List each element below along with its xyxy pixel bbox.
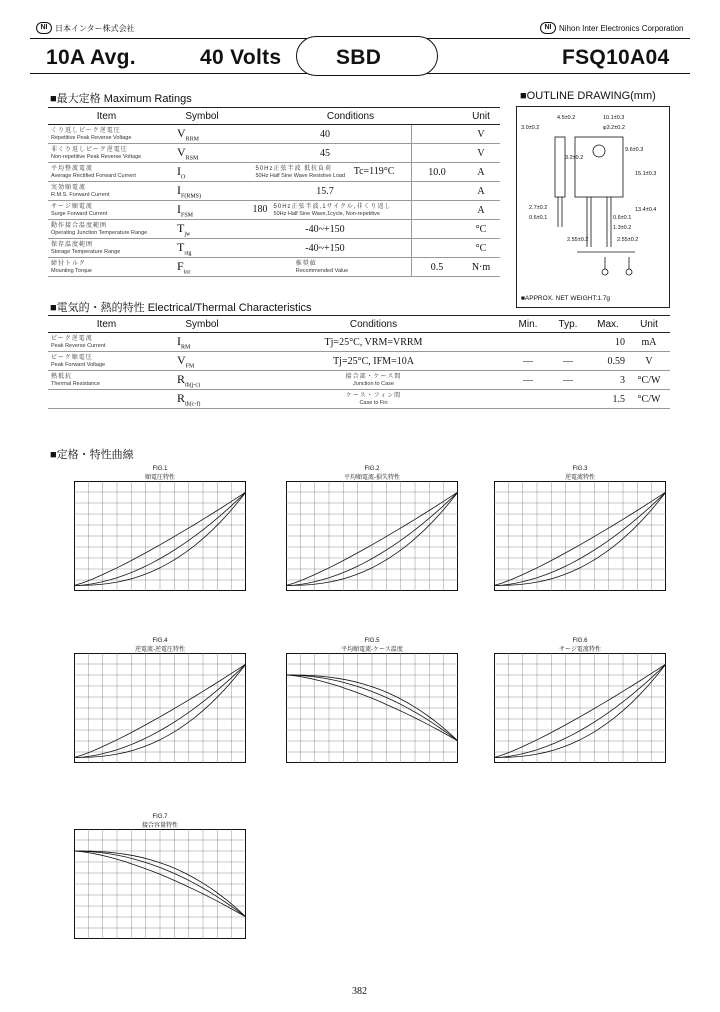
min-value: — bbox=[508, 371, 548, 390]
right-brand-text: Nihon Inter Electronics Corporation bbox=[559, 23, 684, 33]
unit: A bbox=[462, 182, 500, 201]
condition-value: -40~+150 bbox=[239, 239, 412, 258]
condition-value-2 bbox=[412, 201, 463, 220]
figure-label: FIG.3 bbox=[572, 466, 588, 472]
typ-value: — bbox=[548, 352, 588, 371]
ecol-conditions: Conditions bbox=[239, 316, 508, 333]
dim-8: 0.6±0.1 bbox=[529, 215, 548, 221]
symbol-sub: RRM bbox=[185, 136, 200, 143]
condition-value: 45 bbox=[239, 144, 412, 163]
item-en: R.M.S. Forward Current bbox=[51, 191, 110, 198]
item-en: Operating Junction Temperature Range bbox=[51, 229, 148, 236]
symbol-sub: jw bbox=[184, 231, 191, 238]
symbol-cell bbox=[165, 201, 239, 220]
symbol-sub: F(RMS) bbox=[181, 193, 202, 200]
max-rating-row bbox=[48, 258, 500, 277]
condition-value-2 bbox=[412, 220, 463, 239]
pin-1 bbox=[602, 269, 608, 275]
item-en: Surge Forward Current bbox=[51, 210, 108, 217]
elec-row bbox=[48, 371, 670, 390]
symbol-sub: stg bbox=[184, 250, 192, 257]
ecol-item: Item bbox=[48, 316, 165, 333]
dim-9: 13.4±0.4 bbox=[635, 207, 657, 213]
dim-10: 0.6±0.1 bbox=[613, 215, 632, 221]
condition-note-en: 50Hz Half Sine Wave,1cycle, Non-repetitive bbox=[273, 210, 380, 217]
symbol: T bbox=[177, 239, 185, 254]
figure-title: 順電圧特性 bbox=[144, 475, 175, 481]
package-body bbox=[575, 137, 623, 197]
symbol-cell bbox=[165, 352, 239, 371]
max-rating-row bbox=[48, 125, 500, 144]
dim-12: 2.55±0.2 bbox=[567, 237, 589, 243]
header-type: SBD bbox=[336, 46, 382, 69]
package-side bbox=[555, 137, 565, 197]
ecol-min: Min. bbox=[508, 316, 548, 333]
dim-2: φ3.2±0.2 bbox=[603, 125, 625, 131]
elec-condition-en: Case to Fin bbox=[359, 399, 388, 406]
unit: V bbox=[462, 125, 500, 144]
figure-plot bbox=[74, 481, 246, 591]
symbol-cell bbox=[165, 371, 239, 390]
dim-6: 15.1±0.3 bbox=[635, 171, 657, 177]
condition-note: 50Hz正弦半波 抵抗負荷 bbox=[255, 165, 333, 172]
max-value: 10 bbox=[588, 333, 628, 352]
unit: mA bbox=[628, 333, 670, 352]
symbol: T bbox=[177, 220, 185, 235]
figure-label: FIG.2 bbox=[364, 466, 380, 472]
unit: A bbox=[462, 163, 500, 182]
item-jp: 保存温度範囲 bbox=[51, 241, 94, 248]
figure-4 bbox=[74, 638, 246, 768]
symbol: I bbox=[177, 201, 181, 216]
condition-value: 15.7 bbox=[239, 182, 412, 201]
figure-plot bbox=[74, 829, 246, 939]
symbol-cell bbox=[165, 239, 239, 258]
col-unit: Unit bbox=[462, 108, 500, 125]
figure-1 bbox=[74, 466, 246, 596]
figure-2 bbox=[286, 466, 458, 596]
curves-title: ■定格・特性曲線 bbox=[50, 449, 134, 461]
figure-6 bbox=[494, 638, 666, 768]
item-jp: ピーク逆電流 bbox=[51, 335, 93, 342]
condition-note-en: Recommended Value bbox=[295, 267, 349, 274]
symbol-sub: FM bbox=[185, 363, 195, 370]
dim-5: 9.6±0.3 bbox=[625, 147, 644, 153]
symbol-sub: RSM bbox=[185, 155, 199, 162]
figure-title: 平均順電流-損失特性 bbox=[344, 475, 400, 481]
symbol-sub: FSM bbox=[181, 212, 194, 219]
figure-title: 接合容量特性 bbox=[141, 823, 178, 829]
max-value: 1.5 bbox=[588, 390, 628, 409]
ecol-typ: Typ. bbox=[548, 316, 588, 333]
elec-table bbox=[48, 315, 670, 409]
item-en: Peak Reverse Current bbox=[51, 342, 106, 349]
unit: A bbox=[462, 201, 500, 220]
symbol: F bbox=[177, 258, 184, 273]
figure-label: FIG.1 bbox=[152, 466, 168, 472]
unit: °C/W bbox=[628, 390, 670, 409]
outline-drawing bbox=[516, 106, 670, 308]
figure-7 bbox=[74, 814, 246, 944]
col-item: Item bbox=[48, 108, 165, 125]
ecol-symbol: Symbol bbox=[165, 316, 239, 333]
symbol-sub: RM bbox=[181, 344, 191, 351]
figure-label: FIG.5 bbox=[364, 638, 380, 644]
min-value: — bbox=[508, 352, 548, 371]
item-en: Non-repetitive Peak Reverse Voltage bbox=[51, 153, 142, 160]
item-en: Peak Forward Voltage bbox=[51, 361, 106, 368]
figure-title: 逆電流特性 bbox=[564, 475, 595, 481]
figure-label: FIG.6 bbox=[572, 638, 588, 644]
header-current: 10A Avg. bbox=[46, 46, 136, 69]
min-value bbox=[508, 333, 548, 352]
symbol-sub: O bbox=[181, 174, 186, 181]
symbol: R bbox=[177, 390, 186, 405]
col-symbol: Symbol bbox=[165, 108, 239, 125]
symbol-cell bbox=[165, 182, 239, 201]
figure-plot bbox=[494, 653, 666, 763]
symbol: V bbox=[177, 352, 186, 367]
symbol-cell bbox=[165, 333, 239, 352]
typ-value bbox=[548, 390, 588, 409]
symbol-sub: th(c-f) bbox=[185, 401, 201, 408]
elec-row bbox=[48, 333, 670, 352]
symbol-cell bbox=[165, 258, 239, 277]
dim-13: 2.55±0.2 bbox=[617, 237, 639, 243]
unit: N·m bbox=[462, 258, 500, 277]
nihon-inter-logo-icon-right: NI bbox=[540, 22, 556, 34]
condition-value: -40~+150 bbox=[239, 220, 412, 239]
max-rating-row bbox=[48, 144, 500, 163]
item-en: Storage Temperature Range bbox=[51, 248, 121, 255]
symbol-sub: th(j-c) bbox=[185, 382, 201, 389]
figure-label: FIG.4 bbox=[152, 638, 168, 644]
surge-value: 180 bbox=[252, 204, 268, 216]
condition-note: 推奨値 bbox=[295, 260, 317, 267]
page-number: 382 bbox=[352, 986, 367, 997]
symbol: I bbox=[177, 333, 181, 348]
condition-value-2 bbox=[412, 144, 463, 163]
elec-title: ■電気的・熱的特性 Electrical/Thermal Characteristics bbox=[50, 302, 312, 314]
dim-0: 4.5±0.2 bbox=[557, 115, 576, 121]
item-en: Repetitive Peak Reverse Voltage bbox=[51, 134, 132, 141]
dim-3: 3.0±0.2 bbox=[521, 125, 540, 131]
figure-5 bbox=[286, 638, 458, 768]
elec-condition: Tj=25°C, VRM=VRRM bbox=[324, 336, 423, 348]
symbol: I bbox=[177, 163, 181, 178]
symbol-cell bbox=[165, 125, 239, 144]
elec-row bbox=[48, 352, 670, 371]
typ-value bbox=[548, 333, 588, 352]
item-jp: 非くり返しピーク逆電圧 bbox=[51, 146, 128, 153]
max-ratings-table bbox=[48, 107, 500, 277]
figure-title: サージ電流特性 bbox=[559, 647, 601, 653]
symbol-sub: tor bbox=[183, 269, 191, 276]
figure-3 bbox=[494, 466, 666, 596]
elec-condition: ケース・フィン間 bbox=[345, 392, 402, 399]
mounting-hole bbox=[593, 145, 605, 157]
outline-title: ■OUTLINE DRAWING(mm) bbox=[520, 90, 656, 102]
condition-value: Tc=119°C bbox=[353, 166, 395, 178]
condition-value-2 bbox=[412, 182, 463, 201]
unit: °C bbox=[462, 239, 500, 258]
symbol-cell bbox=[165, 144, 239, 163]
pin-2 bbox=[626, 269, 632, 275]
dim-1: 10.1±0.3 bbox=[603, 115, 625, 121]
condition-note: 50Hz正弦半波,1サイクル,非くり返し bbox=[273, 203, 392, 210]
ecol-max: Max. bbox=[588, 316, 628, 333]
figure-title: 平均順電流-ケース温度 bbox=[341, 647, 403, 653]
net-weight: ■APPROX. NET WEIGHT:1.7g bbox=[521, 295, 611, 302]
item-jp: 実効順電流 bbox=[51, 184, 87, 191]
max-rating-row bbox=[48, 182, 500, 201]
symbol: R bbox=[177, 371, 186, 386]
item-en: Mounting Torque bbox=[51, 267, 92, 274]
header-band bbox=[30, 38, 695, 76]
item-jp: サージ順電流 bbox=[51, 203, 93, 210]
max-rating-row bbox=[48, 163, 500, 182]
condition-value-2 bbox=[412, 125, 463, 144]
item-en: Average Rectified Forward Current bbox=[51, 172, 136, 179]
max-rating-row bbox=[48, 201, 500, 220]
part-number: FSQ10A04 bbox=[562, 46, 670, 69]
elec-condition-en: Junction to Case bbox=[353, 380, 394, 387]
symbol-cell bbox=[165, 390, 239, 409]
right-brand bbox=[540, 22, 684, 34]
max-value: 0.59 bbox=[588, 352, 628, 371]
condition-value-2: 10.0 bbox=[412, 163, 463, 182]
figure-plot bbox=[494, 481, 666, 591]
dim-11: 1.3±0.2 bbox=[613, 225, 632, 231]
elec-row bbox=[48, 390, 670, 409]
unit: °C/W bbox=[628, 371, 670, 390]
condition-note-en: 50Hz Half Sine Wave Resistive Load bbox=[255, 172, 346, 179]
nihon-inter-logo-icon: NI bbox=[36, 22, 52, 34]
symbol: V bbox=[177, 125, 186, 140]
symbol: I bbox=[177, 182, 181, 197]
ecol-unit: Unit bbox=[628, 316, 670, 333]
max-rating-row bbox=[48, 239, 500, 258]
item-jp: くり返しピーク逆電圧 bbox=[51, 127, 121, 134]
condition-value-2: 0.5 bbox=[412, 258, 463, 277]
max-rating-row bbox=[48, 220, 500, 239]
typ-value: — bbox=[548, 371, 588, 390]
dim-4: 3.2±0.2 bbox=[565, 155, 584, 161]
item-en: Thermal Resistance bbox=[51, 380, 100, 387]
col-conditions: Conditions bbox=[239, 108, 462, 125]
max-ratings-title: ■最大定格 Maximum Ratings bbox=[50, 93, 192, 105]
symbol: V bbox=[177, 144, 186, 159]
symbol-cell bbox=[165, 220, 239, 239]
min-value bbox=[508, 390, 548, 409]
header-voltage: 40 Volts bbox=[200, 46, 282, 69]
dim-7: 2.7±0.2 bbox=[529, 205, 548, 211]
item-jp: 平均整流電流 bbox=[51, 165, 94, 172]
condition-value: 40 bbox=[239, 125, 412, 144]
figure-label: FIG.7 bbox=[152, 814, 168, 820]
left-brand-text: 日本インター株式会社 bbox=[55, 23, 135, 33]
elec-condition: 接合部・ケース間 bbox=[345, 373, 402, 380]
figure-plot bbox=[74, 653, 246, 763]
unit: °C bbox=[462, 220, 500, 239]
elec-condition: Tj=25°C, IFM=10A bbox=[333, 355, 414, 367]
unit: V bbox=[628, 352, 670, 371]
item-jp: 締付トルク bbox=[51, 260, 86, 267]
symbol-cell bbox=[165, 163, 239, 182]
max-value: 3 bbox=[588, 371, 628, 390]
unit: V bbox=[462, 144, 500, 163]
item-jp: ピーク順電圧 bbox=[51, 354, 93, 361]
figure-plot bbox=[286, 653, 458, 763]
condition-value-2 bbox=[412, 239, 463, 258]
left-brand bbox=[36, 22, 135, 34]
figure-plot bbox=[286, 481, 458, 591]
item-jp: 動作接合温度範囲 bbox=[51, 222, 108, 229]
item-jp: 熱抵抗 bbox=[51, 373, 73, 380]
figure-title: 逆電流-逆電圧特性 bbox=[135, 647, 185, 653]
